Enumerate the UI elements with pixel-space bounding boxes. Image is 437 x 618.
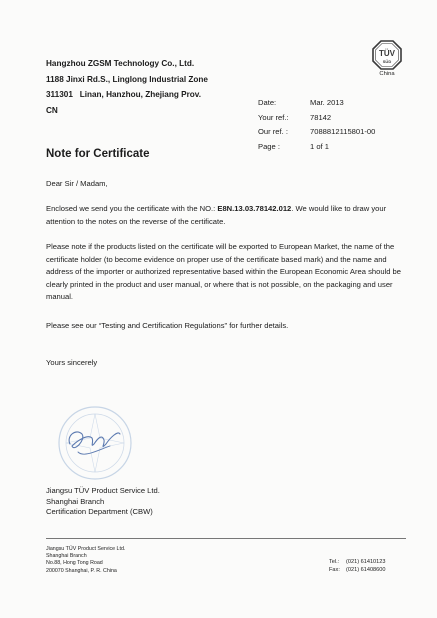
tel-value: (021) 61410123 [346, 559, 386, 565]
sender-block [46, 486, 160, 518]
footer-address-line: No.88, Hong Tong Road [46, 560, 103, 567]
paragraph-regulations: Please see our “Testing and Certification Regulations” for further details. [46, 321, 289, 330]
signature-stamp-icon [48, 400, 138, 490]
date-value: Mar. 2013 [310, 98, 344, 107]
paragraph-enclosure [46, 203, 406, 228]
your-ref-label: Your ref.: [258, 112, 289, 122]
paragraph-enclosure-end: . We would like to draw your attention to the notes on the reverse of the certificate. [46, 204, 387, 226]
our-ref-row [258, 125, 375, 140]
sender-department: Certification Department (CBW) [46, 507, 153, 516]
our-ref-label: Our ref. : [258, 127, 288, 136]
your-ref-value: 78142 [310, 112, 332, 122]
certificate-number: E8N.13.03.78142.012 [217, 204, 292, 213]
recipient-country: CN [46, 105, 58, 115]
reference-block [258, 96, 375, 154]
your-ref-row [258, 111, 375, 126]
document-title: Note for Certificate [46, 148, 150, 160]
sender-company: Jiangsu TÜV Product Service Ltd. [46, 486, 160, 495]
tel-label: Tel.: [329, 559, 340, 565]
fax-value: (021) 61408600 [346, 566, 386, 573]
tuv-sud-logo [370, 40, 404, 77]
footer-address-line: Shanghai Branch [46, 553, 87, 560]
footer-divider [46, 538, 406, 539]
recipient-city: 311301 Linan, Hanzhou, Zhejiang Prov. [46, 90, 201, 99]
page-label: Page : [258, 141, 280, 151]
logo-country: China [379, 71, 395, 77]
date-label: Date: [258, 98, 277, 107]
paragraph-export-note: Please note if the products listed on the certificate will be exported to European Market, the name of the certificate holder (to become evidence on proper use of the certificate based mark) and the name and address of the importer or authorized representative based within the European Economic Area should be clearly printed in the product and user manual, or where that is not possible, on the packaging and user manual. [46, 242, 402, 301]
closing: Yours sincerely [46, 358, 98, 367]
footer-contact [329, 559, 386, 575]
page-row [258, 140, 375, 155]
footer-tel-row [329, 559, 386, 567]
logo-text-bottom: SÜD [382, 59, 392, 64]
fax-label: Fax: [329, 566, 340, 573]
date-row [258, 96, 375, 111]
paragraph-enclosure-start: Enclosed we send you the certificate with the NO.: [46, 204, 218, 213]
recipient-company: Hangzhou ZGSM Technology Co., Ltd. [46, 59, 195, 68]
page-value: 1 of 1 [310, 141, 329, 151]
tuv-octagon-icon [372, 40, 402, 70]
logo-text-top: TÜV [379, 49, 395, 58]
recipient-address [46, 56, 208, 118]
footer-address [46, 546, 125, 575]
salutation: Dear Sir / Madam, [46, 179, 108, 188]
sender-branch: Shanghai Branch [46, 496, 105, 506]
recipient-street: 1188 Jinxi Rd.S., Linglong Industrial Zone [46, 74, 208, 84]
footer-address-line: Jiangsu TÜV Product Service Ltd. [46, 546, 126, 552]
footer-address-line: 200070 Shanghai, P. R. China [46, 567, 117, 574]
our-ref-value: 7088812115801-00 [310, 127, 376, 136]
footer-fax-row [329, 567, 386, 575]
